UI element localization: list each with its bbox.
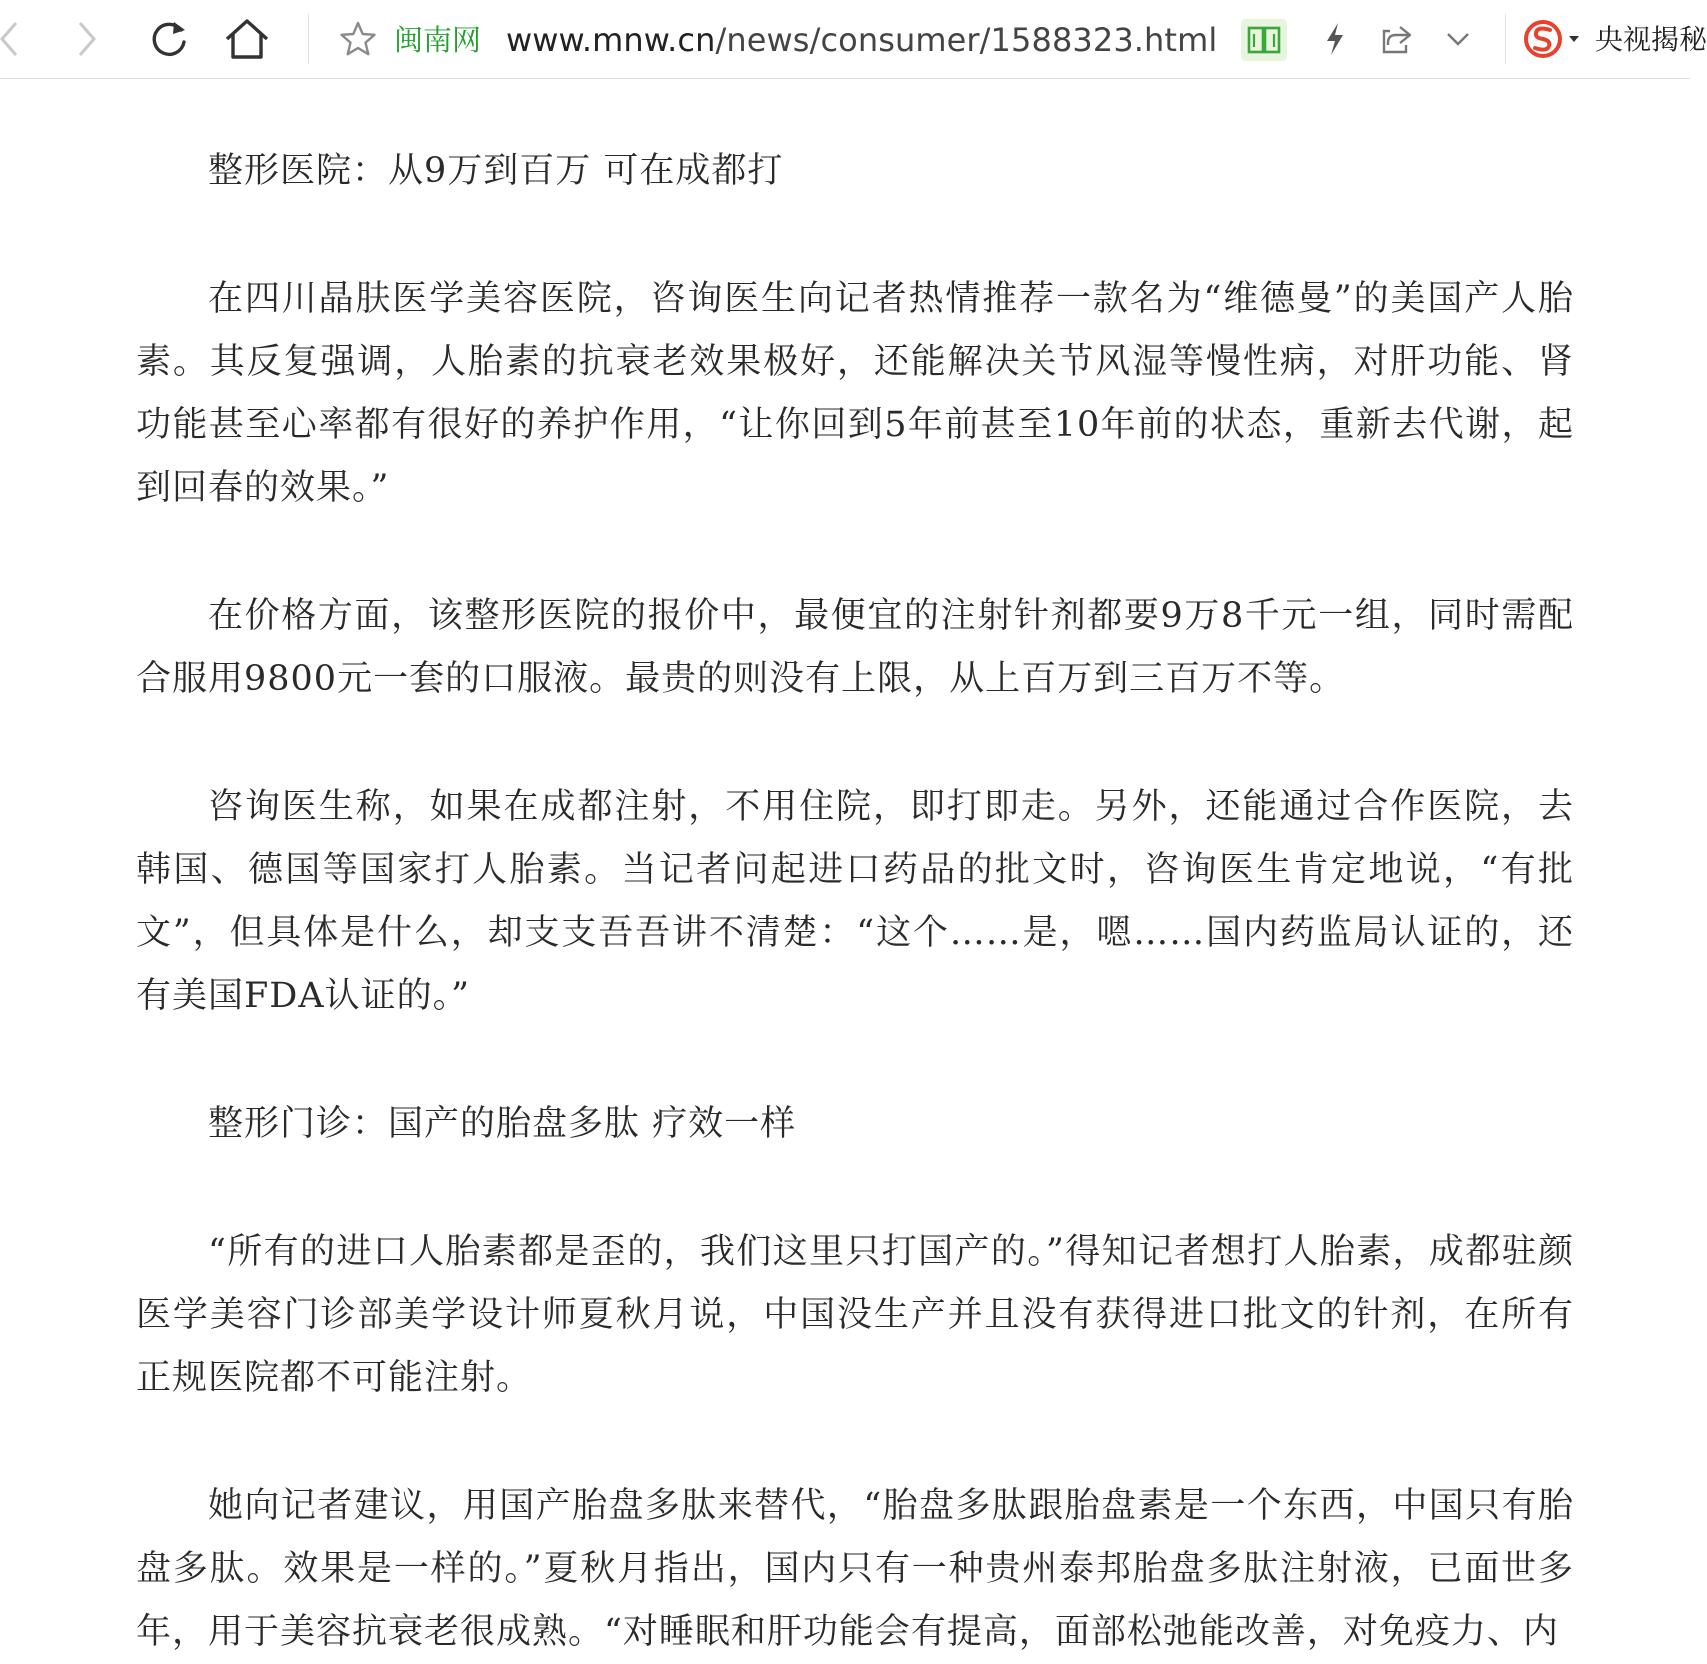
- section-heading-hospital: 整形医院：从9万到百万 可在成都打: [208, 151, 784, 191]
- url-domain: www.mnw.cn: [506, 21, 716, 59]
- forward-arrow-icon[interactable]: [72, 14, 102, 64]
- paragraph-price: 在价格方面，该整形医院的报价中，最便宜的注射针剂都要9万8千元一组，同时需配合服用9800元一套的口服液。最贵的则没有上限，从上百万到三百万不等。: [136, 596, 1574, 699]
- paragraph-approval: 咨询医生称，如果在成都注射，不用住院，即打即走。另外，还能通过合作医院，去韩国、德国等国家打人胎素。当记者问起进口药品的批文时，咨询医生肯定地说，“有批文”，但具体是什么，却支支吾吾讲不清楚：“这个……是，嗯……国内药监局认证的，还有美国FDA认证的。”: [136, 787, 1574, 1016]
- site-label[interactable]: 闽南网: [394, 23, 482, 57]
- reader-mode-button[interactable]: [1241, 19, 1287, 61]
- article-body: [136, 78, 1574, 1664]
- paragraph-placenta-peptide: 她向记者建议，用国产胎盘多肽来替代，“胎盘多肽跟胎盘素是一个东西，中国只有胎盘多肽。效果是一样的。”夏秋月指出，国内只有一种贵州泰邦胎盘多肽注射液，已面世多年，用于美容抗衰老很成熟。“对睡眠和肝功能会有提高，面部松弛能改善，对免疫力、内: [136, 1486, 1574, 1652]
- section-heading-clinic: 整形门诊：国产的胎盘多肽 疗效一样: [208, 1104, 797, 1144]
- search-suggestion-tab[interactable]: 央视揭秘: [1595, 23, 1707, 56]
- address-bar-url[interactable]: [506, 18, 1217, 62]
- lightning-icon[interactable]: [1318, 14, 1352, 64]
- chevron-down-icon[interactable]: [1440, 14, 1476, 64]
- toolbar-separator: [308, 14, 309, 64]
- paragraph-recommendation: 在四川晶肤医学美容医院，咨询医生向记者热情推荐一款名为“维德曼”的美国产人胎素。其反复强调，人胎素的抗衰老效果极好，还能解决关节风湿等慢性病，对肝功能、肾功能甚至心率都有很好的养护作用，“让你回到5年前甚至10年前的状态，重新去代谢，起到回春的效果。”: [136, 279, 1574, 508]
- share-icon[interactable]: [1376, 14, 1418, 64]
- refresh-icon[interactable]: [144, 14, 194, 64]
- reader-mode-icon: [1246, 25, 1282, 55]
- url-path: /news/consumer/1588323.html: [715, 21, 1218, 59]
- browser-toolbar: [0, 0, 1707, 79]
- paragraph-domestic-only: “所有的进口人胎素都是歪的，我们这里只打国产的。”得知记者想打人胎素，成都驻颜医学美容门诊部美学设计师夏秋月说，中国没生产并且没有获得进口批文的针剂，在所有正规医院都不可能注射。: [136, 1232, 1574, 1398]
- star-icon[interactable]: [336, 14, 380, 64]
- home-icon[interactable]: [222, 14, 272, 64]
- sogou-search-icon[interactable]: [1522, 14, 1588, 64]
- toolbar-separator: [1505, 14, 1506, 64]
- back-arrow-icon[interactable]: [0, 14, 24, 64]
